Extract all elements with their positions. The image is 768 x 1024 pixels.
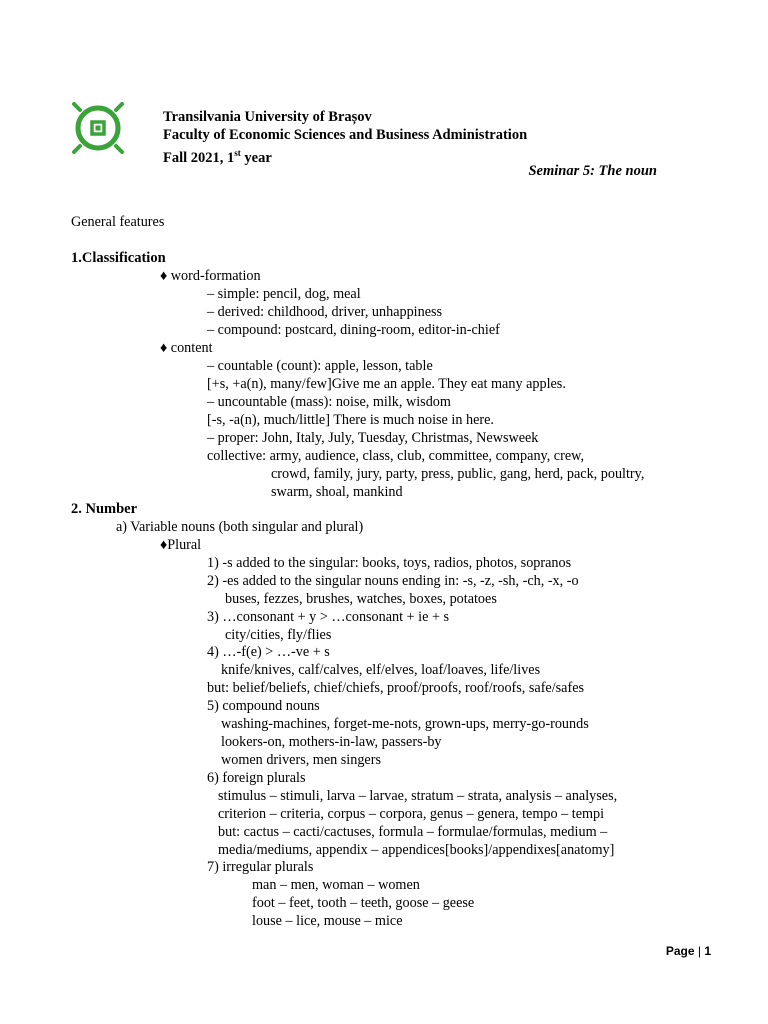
text-line: but: cactus – cacti/cactuses, formula – formulae/formulas, medium – [218, 824, 608, 840]
text-line: but: belief/beliefs, chief/chiefs, proof/proofs, roof/roofs, safe/safes [207, 680, 585, 696]
text-line: collective: army, audience, class, club, committee, company, crew, [207, 448, 584, 464]
seminar-title: Seminar 5: The noun [528, 163, 657, 179]
text-line: a) Variable nouns (both singular and plural) [116, 519, 364, 535]
text-line: man – men, woman – women [252, 877, 420, 893]
text-line: criterion – criteria, corpus – corpora, genus – genera, tempo – tempi [218, 806, 605, 822]
text-line: 4) …-f(e) > …-ve + s [207, 644, 330, 660]
text-line: media/mediums, appendix – appendices[books]/appendixes[anatomy] [218, 842, 615, 858]
general-features-heading: General features [71, 214, 165, 230]
text-line: stimulus – stimuli, larva – larvae, stratum – strata, analysis – analyses, [218, 788, 618, 804]
text-line: – derived: childhood, driver, unhappiness [207, 304, 443, 320]
text-line: 1) -s added to the singular: books, toys, radios, photos, sopranos [207, 555, 572, 571]
text-line: 2) -es added to the singular nouns ending in: -s, -z, -sh, -ch, -x, -o [207, 573, 579, 589]
text-line: 5) compound nouns [207, 698, 320, 714]
text-line: [-s, -a(n), much/little] There is much noise in here. [207, 412, 494, 428]
text-line: washing-machines, forget-me-nots, grown-ups, merry-go-rounds [221, 716, 589, 732]
text-line: [+s, +a(n), many/few]Give me an apple. They eat many apples. [207, 376, 566, 392]
university-logo [68, 98, 128, 158]
section-number-heading: 2. Number [71, 501, 138, 517]
text-line: swarm, shoal, mankind [271, 484, 403, 500]
text-line: – simple: pencil, dog, meal [207, 286, 361, 302]
page-footer [666, 944, 711, 958]
faculty-name: Faculty of Economic Sciences and Business Administration [163, 127, 528, 143]
text-line: 6) foreign plurals [207, 770, 306, 786]
text-line: ♦ word-formation [160, 268, 261, 284]
page-separator: | [694, 944, 705, 958]
text-line: lookers-on, mothers-in-law, passers-by [221, 734, 442, 750]
university-name: Transilvania University of Brașov [163, 109, 372, 125]
text-line: – uncountable (mass): noise, milk, wisdom [207, 394, 451, 410]
text-line: buses, fezzes, brushes, watches, boxes, potatoes [225, 591, 497, 607]
text-line: foot – feet, tooth – teeth, goose – geese [252, 895, 475, 911]
page-label: Page [665, 944, 695, 958]
text-line: 3) …consonant + y > …consonant + ie + s [207, 609, 450, 625]
text-line: knife/knives, calf/calves, elf/elves, loaf/loaves, life/lives [221, 662, 541, 678]
text-line: – compound: postcard, dining-room, editor-in-chief [207, 322, 500, 338]
text-line: 7) irregular plurals [207, 859, 314, 875]
text-line: city/cities, fly/flies [225, 627, 332, 643]
text-line: – countable (count): apple, lesson, table [207, 358, 433, 374]
text-line: ♦Plural [160, 537, 202, 553]
text-line: crowd, family, jury, party, press, public, gang, herd, pack, poultry, [271, 466, 645, 482]
semester-line: Fall 2021, 1st year [163, 148, 272, 166]
section-classification-heading: 1.Classification [71, 250, 166, 266]
text-line: women drivers, men singers [221, 752, 381, 768]
text-line: ♦ content [160, 340, 213, 356]
page-number: 1 [704, 944, 711, 958]
text-line: louse – lice, mouse – mice [252, 913, 403, 929]
text-line: – proper: John, Italy, July, Tuesday, Christmas, Newsweek [207, 430, 539, 446]
